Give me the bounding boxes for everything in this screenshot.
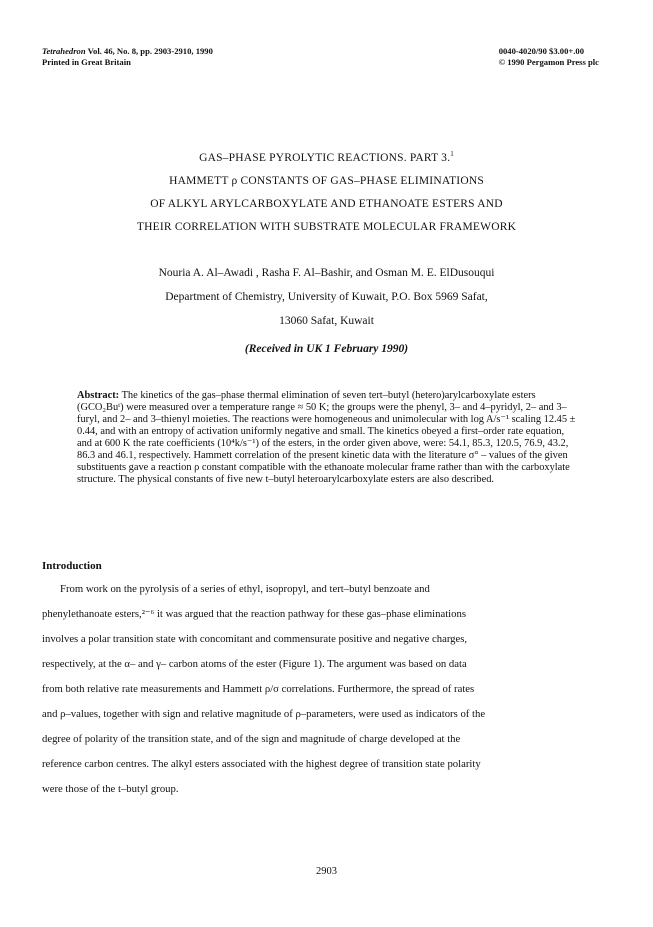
authors: Nouria A. Al–Awadi , Rasha F. Al–Bashir, and Osman M. E. ElDusouqui <box>158 267 495 279</box>
intro-line: involves a polar transition state with concomitant and commensurate positive and negative charges, <box>42 633 468 645</box>
title-line-2: HAMMETT ρ CONSTANTS OF GAS–PHASE ELIMINATIONS <box>169 175 484 187</box>
intro-line: degree of polarity of the transition state, and of the sign and magnitude of charge developed at the <box>42 733 461 745</box>
printed-in: Printed in Great Britain <box>42 57 131 67</box>
intro-line: reference carbon centres. The alkyl esters associated with the highest degree of transition state polarity <box>42 758 481 770</box>
affiliation-line-2: 13060 Safat, Kuwait <box>279 315 374 327</box>
copyright: © 1990 Pergamon Press plc <box>498 57 599 67</box>
page-number: 2903 <box>316 866 337 877</box>
intro-line: from both relative rate measurements and Hammett ρ/σ correlations. Furthermore, the spread of rates <box>42 683 475 695</box>
intro-line: respectively, at the α– and γ– carbon atoms of the ester (Figure 1). The argument was based on data <box>42 658 467 670</box>
abstract <box>77 390 580 486</box>
journal-citation: Tetrahedron Vol. 46, No. 8, pp. 2903-2910, 1990 <box>42 46 213 56</box>
title-line-1: GAS–PHASE PYROLYTIC REACTIONS. PART 3.$^1$ <box>199 150 454 164</box>
title-line-3: OF ALKYL ARYLCARBOXYLATE AND ETHANOATE ESTERS AND <box>150 198 503 210</box>
intro-line: and ρ–values, together with sign and relative magnitude of ρ–parameters, were used as indicators of the <box>42 708 486 720</box>
abstract-label: Abstract: <box>77 390 120 401</box>
introduction-heading: Introduction <box>42 560 102 572</box>
issn-price: 0040-4020/90 $3.00+.00 <box>498 46 585 56</box>
journal-header <box>42 46 213 68</box>
intro-line: phenylethanoate esters,²⁻⁶ it was argued that the reaction pathway for these gas–phase eliminations <box>42 608 467 620</box>
title-line-4: THEIR CORRELATION WITH SUBSTRATE MOLECULAR FRAMEWORK <box>136 221 517 233</box>
affiliation-line-1: Department of Chemistry, University of Kuwait, P.O. Box 5969 Safat, <box>165 291 488 303</box>
received-date: (Received in UK 1 February 1990) <box>244 343 409 355</box>
abstract-text: The kinetics of the gas–phase thermal elimination of seven tert–butyl (hetero)arylcarboxylate esters (GCO₂Buᵗ) were measured over a temperature range ≈ 50 K; the groups were the phenyl, 3– and 4–pyridyl, 2– and 3–furyl, and 2– and 3–thienyl moieties. The reactions were homogeneous and unimolecular with log A/s⁻¹ scaling 12.45 ± 0.44, and with an entropy of activation uniformly negative and small. The kinetics obeyed a first–order rate equation, and at 600 K the rate coefficients (10⁴k/s⁻¹) of the esters, in the order given above, were: 54.1, 85.3, 120.5, 76.9, 43.2, 86.3 and 46.1, respectively. Hammett correlation of the present kinetic data with the literature σ° – values of the given substituents gave a reaction ρ constant compatible with the ethanoate molecular frame rather than with the carboxylate structure. The physical constants of five new t–butyl heteroarylcarboxylate esters are also described. <box>77 390 576 485</box>
intro-line: From work on the pyrolysis of a series of ethyl, isopropyl, and tert–butyl benzoate and <box>60 583 430 595</box>
intro-line: were those of the t–butyl group. <box>42 783 179 795</box>
introduction-paragraph <box>42 577 614 802</box>
publisher-header <box>499 46 599 68</box>
